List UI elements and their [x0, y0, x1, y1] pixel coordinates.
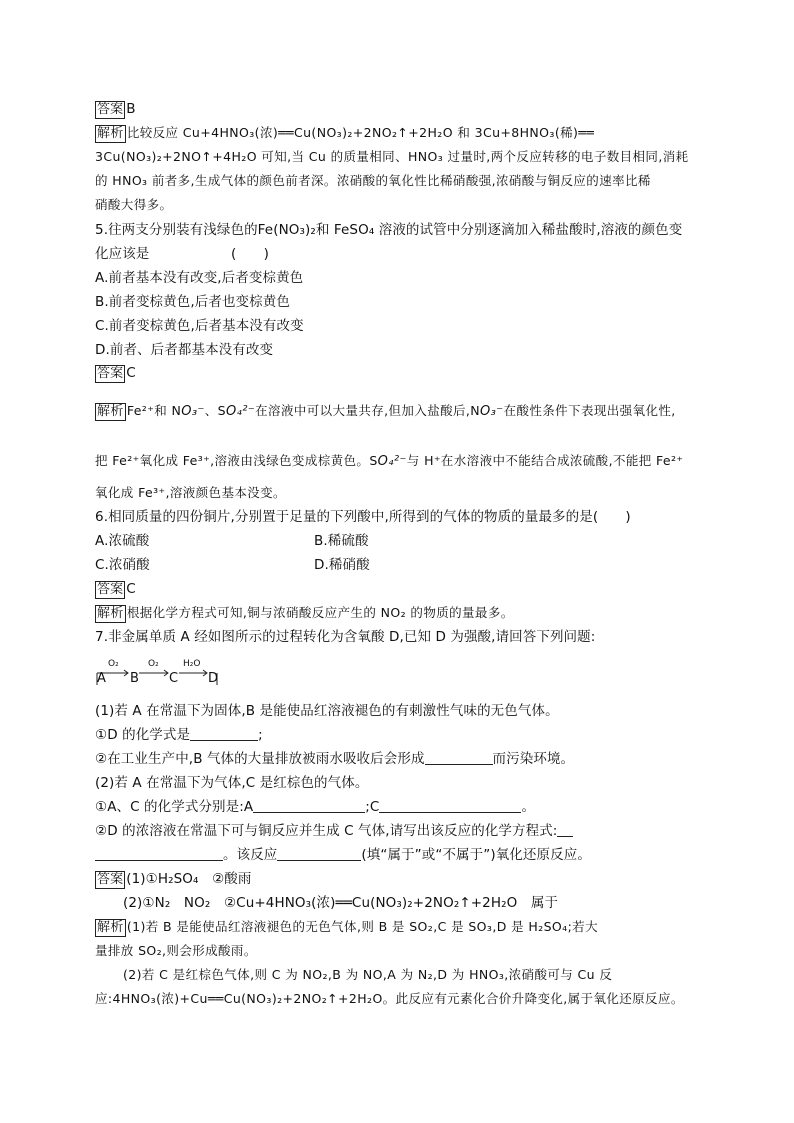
option-a: A.浓硫酸 — [95, 533, 150, 549]
answer-tag: 答案 — [97, 366, 124, 381]
option-b: B.前者变棕黄色,后者也变棕黄色 — [95, 294, 290, 310]
sub-question — [95, 846, 705, 864]
analysis-row — [95, 452, 705, 471]
answer-blank[interactable] — [277, 846, 361, 861]
question-stem: 7.非金属单质 A 经如图所示的过程转化为含氧酸 D,已知 D 为强酸,请回答下列问题: — [95, 629, 596, 645]
answer-value: B — [126, 101, 136, 117]
question-stem: 5.往两支分别装有浅绿色的Fe(NO₃)₂和 FeSO₄ 溶液的试管中分别逐滴加入稀盐酸时,溶液的颜色变 — [95, 222, 683, 238]
analysis-text: 量排放 SO₂,则会形成酸雨。 — [95, 943, 257, 958]
analysis-text: Fe²⁺和 N — [126, 403, 182, 418]
analysis-text: 在溶液中可以大量共存,但加入盐酸后,N — [255, 403, 481, 418]
analysis-text: 3Cu(NO₃)₂+2NO↑+4H₂O 可知,当 Cu 的质量相同、HNO₃ 过量时,两个反应转移的电子数目相同,消耗 — [95, 149, 689, 164]
analysis-text: 氧化成 Fe³⁺,溶液颜色基本没变。 — [95, 485, 286, 500]
sub-question — [95, 750, 705, 768]
sub-question — [95, 798, 705, 816]
sub-question-text: ;C — [365, 799, 380, 815]
analysis-text: 的 HNO₃ 前者多,生成气体的颜色前者深。浓硝酸的氧化性比稀硝酸强,浓硝酸与铜反应的速率比稀 — [95, 173, 651, 188]
sub-question-text: 而污染环境。 — [492, 751, 575, 767]
analysis-text: 应:4HNO₃(浓)+Cu══Cu(NO₃)₂+2NO₂↑+2H₂O。此反应有元素化合价升降变化,属于氧化还原反应。 — [95, 991, 684, 1006]
answer-blank[interactable] — [425, 750, 493, 765]
flow-node-c: C — [169, 671, 179, 686]
option-c: C.前者变棕黄色,后者基本没有改变 — [95, 318, 304, 334]
option-d: D.前者、后者都基本没有改变 — [95, 342, 274, 358]
sub-question — [95, 822, 705, 840]
conversion-flow-diagram — [95, 659, 235, 687]
punct: ; — [258, 727, 263, 743]
punct: 。 — [521, 799, 536, 815]
analysis-text: (2)若 C 是红棕色气体,则 C 为 NO₂,B 为 NO,A 为 N₂,D 为 HNO₃,浓硝酸可与 Cu 反 — [123, 967, 613, 982]
option-b: B.稀硫酸 — [314, 533, 369, 549]
flow-node-a: A — [97, 671, 106, 686]
sulfate-ion: O₄²⁻ — [377, 454, 407, 469]
option-a: A.前者基本没有改变,后者变棕黄色 — [95, 270, 304, 286]
analysis-text: 把 Fe²⁺氧化成 Fe³⁺,溶液由浅绿色变成棕黄色。S — [95, 453, 378, 468]
analysis-text: 在酸性条件下表现出强氧化性, — [503, 403, 676, 418]
question-stem: 6.相同质量的四份铜片,分别置于足量的下列酸中,所得到的气体的物质的量最多的是( ) — [95, 509, 631, 525]
sulfate-ion: O₄²⁻ — [226, 404, 256, 419]
option-c: C.浓硝酸 — [95, 557, 150, 573]
answer-value: (1)①H₂SO₄ ②酸雨 — [126, 871, 252, 887]
answer-row — [95, 870, 705, 889]
analysis-tag: 解析 — [97, 606, 124, 621]
nitrate-ion: O₃⁻ — [480, 404, 504, 419]
answer-blank[interactable] — [190, 726, 258, 741]
analysis-text: (1)若 B 是能使品红溶液褪色的无色气体,则 B 是 SO₂,C 是 SO₃,D 是 H₂SO₄;若大 — [126, 919, 598, 934]
analysis-row — [95, 402, 705, 421]
analysis-row — [95, 604, 705, 623]
sub-question-text: 。该反应 — [223, 847, 278, 863]
analysis-tag: 解析 — [97, 126, 124, 141]
answer-blank[interactable] — [95, 846, 223, 861]
analysis-text: 根据化学方程式可知,铜与浓硝酸反应产生的 NO₂ 的物质的量最多。 — [126, 605, 514, 620]
answer-row — [95, 100, 705, 119]
answer-value: C — [126, 365, 136, 381]
analysis-tag: 解析 — [97, 404, 124, 419]
sub-question: (1)若 A 在常温下为固体,B 是能使品红溶液褪色的有刺激性气味的无色气体。 — [95, 703, 559, 719]
answer-blank[interactable] — [253, 798, 365, 813]
sub-question-text: ②在工业生产中,B 气体的大量排放被雨水吸收后会形成 — [95, 751, 425, 767]
analysis-text: 硝酸大得多。 — [95, 197, 173, 212]
answer-blank[interactable] — [557, 822, 573, 837]
options-row — [95, 532, 705, 550]
answer-tag: 答案 — [97, 872, 124, 887]
flow-reagent-3: H₂O — [183, 659, 201, 669]
answer-tag: 答案 — [97, 102, 124, 117]
option-d: D.稀硝酸 — [314, 557, 370, 573]
flow-node-d: D — [208, 671, 219, 686]
question-stem: 化应该是 ( ) — [95, 246, 269, 262]
sub-question — [95, 726, 705, 744]
answer-row — [95, 580, 705, 599]
flow-reagent-1: O₂ — [108, 659, 119, 669]
options-row — [95, 556, 705, 574]
sub-question-text: ①A、C 的化学式分别是:A — [95, 799, 254, 815]
nitrate-ion: O₃⁻ — [181, 404, 205, 419]
sub-question-text: ①D 的化学式是 — [95, 727, 191, 743]
analysis-tag: 解析 — [97, 920, 124, 935]
sub-question: (2)若 A 在常温下为气体,C 是红棕色的气体。 — [95, 775, 369, 791]
answer-blank[interactable] — [379, 798, 521, 813]
sub-question-text: ②D 的浓溶液在常温下可与铜反应并生成 C 气体,请写出该反应的化学方程式: — [95, 823, 558, 839]
answer-tag: 答案 — [97, 582, 124, 597]
answer-value: C — [126, 581, 136, 597]
answer-row — [95, 364, 705, 383]
flow-reagent-2: O₂ — [148, 659, 159, 669]
analysis-text: 比较反应 Cu+4HNO₃(浓)══Cu(NO₃)₂+2NO₂↑+2H₂O 和 3Cu+8HNO₃(稀)══ — [126, 125, 595, 140]
analysis-row — [95, 918, 705, 937]
flow-node-b: B — [130, 671, 139, 686]
answer-value: (2)①N₂ NO₂ ②Cu+4HNO₃(浓)══Cu(NO₃)₂+2NO₂↑+2H₂O 属于 — [123, 895, 559, 911]
analysis-text: 、S — [204, 403, 227, 418]
analysis-row — [95, 124, 705, 143]
sub-question-text: (填“属于”或“不属于”)氧化还原反应。 — [361, 847, 591, 863]
analysis-text: 与 H⁺在水溶液中不能结合成浓硫酸,不能把 Fe²⁺ — [406, 453, 684, 468]
